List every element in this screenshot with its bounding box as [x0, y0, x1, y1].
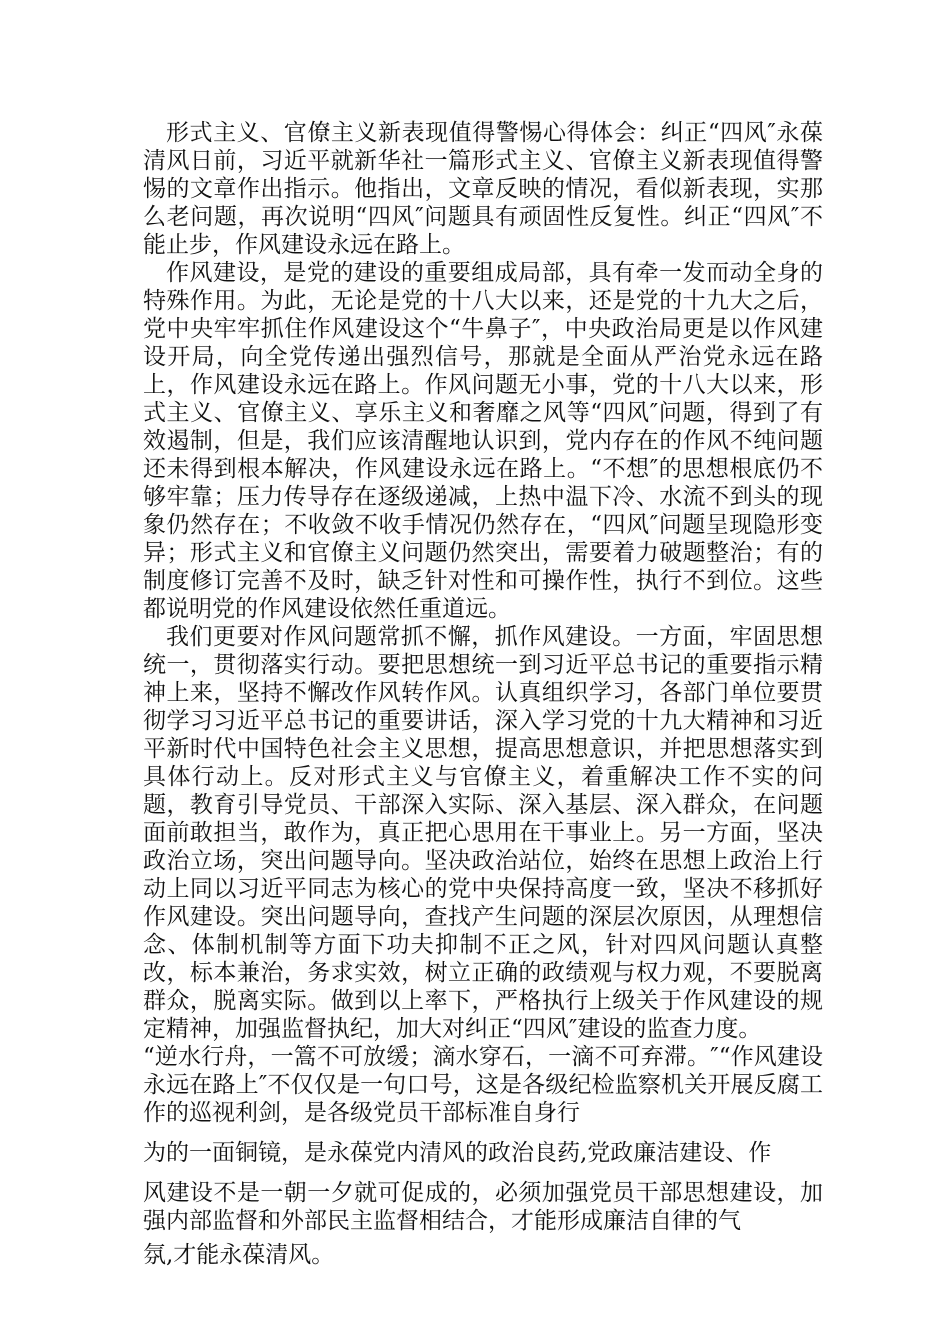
- document-body: [143, 119, 823, 1273]
- paragraph-closing: 氛,才能永葆清风。: [143, 1242, 335, 1268]
- paragraph-quote: “逆水行舟，一篙不可放缓；滴水穿石，一滴不可弃滞。″“作风建设永远在路上″不仅仅是一句口号，这是各级纪检监察机关开展反腐工作的巡视利剑，是各级党员干部标准自身行: [143, 1044, 823, 1126]
- paragraph-supervision: 风建设不是一朝一夕就可促成的，必须加强党员干部思想建设，加强内部监督和外部民主监督相结合，才能形成廉洁自律的气: [143, 1180, 823, 1234]
- paragraph-intro: 形式主义、官僚主义新表现值得警惕心得体会：纠正“四风″永葆清风日前，习近平就新华社一篇形式主义、官僚主义新表现值得警惕的文章作出指示。他指出，文章反映的情况，看似新表现，实那么老问题，再次说明“四风″问题具有顽固性反复性。纠正“四风″不能止步，作风建设永远在路上。: [143, 120, 823, 258]
- paragraph-persistence: 我们更要对作风问题常抓不懈，抓作风建设。一方面，牢固思想统一，贯彻落实行动。要把思想统一到习近平总书记的重要指示精神上来，坚持不懈改作风转作风。认真组织学习，各部门单位要贯彻学习习近平总书记的重要讲话，深入学习党的十九大精神和习近平新时代中国特色社会主义思想，提高思想意识，并把思想落实到具体行动上。反对形式主义与官僚主义，着重解决工作不实的问题，教育引导党员、干部深入实际、深入基层、深入群众，在问题面前敢担当，敢作为，真正把心思用在干事业上。另一方面，坚决政治立场，突出问题导向。坚决政治站位，始终在思想上政治上行动上同以习近平同志为核心的党中央保持高度一致，坚决不移抓好作风建设。突出问题导向，查找产生问题的深层次原因，从理想信念、体制机制等方面下功夫抑制不正之风，针对四风问题认真整改，标本兼治，务求实效，树立正确的政绩观与权力观，不要脱离群众，脱离实际。做到以上率下，严格执行上级关于作风建设的规定精神，加强监督执纪，加大对纠正“四风″建设的监查力度。: [143, 624, 823, 1042]
- paragraph-mirror: 为的一面铜镜，是永葆党内清风的政治良药,党政廉洁建设、作: [143, 1140, 772, 1166]
- paragraph-style-building: 作风建设，是党的建设的重要组成局部，具有牵一发而动全身的特殊作用。为此，无论是党的十八大以来，还是党的十九大之后，党中央牢牢抓住作风建设这个“牛鼻子″，中央政治局更是以作风建设开局，向全党传递出强烈信号，那就是全面从严治党永远在路上，作风建设永远在路上。作风问题无小事，党的十八大以来，形式主义、官僚主义、享乐主义和奢靡之风等“四风″问题，得到了有效遏制，但是，我们应该清醒地认识到，党内存在的作风不纯问题还未得到根本解决，作风建设永远在路上。“不想″的思想根底仍不够牢靠；压力传导存在逐级递减，上热中温下冷、水流不到头的现象仍然存在；不收敛不收手情况仍然存在，“四风″问题呈现隐形变异；形式主义和官僚主义问题仍然突出，需要着力破题整治；有的制度修订完善不及时，缺乏针对性和可操作性，执行不到位。这些都说明党的作风建设依然任重道远。: [143, 260, 823, 622]
